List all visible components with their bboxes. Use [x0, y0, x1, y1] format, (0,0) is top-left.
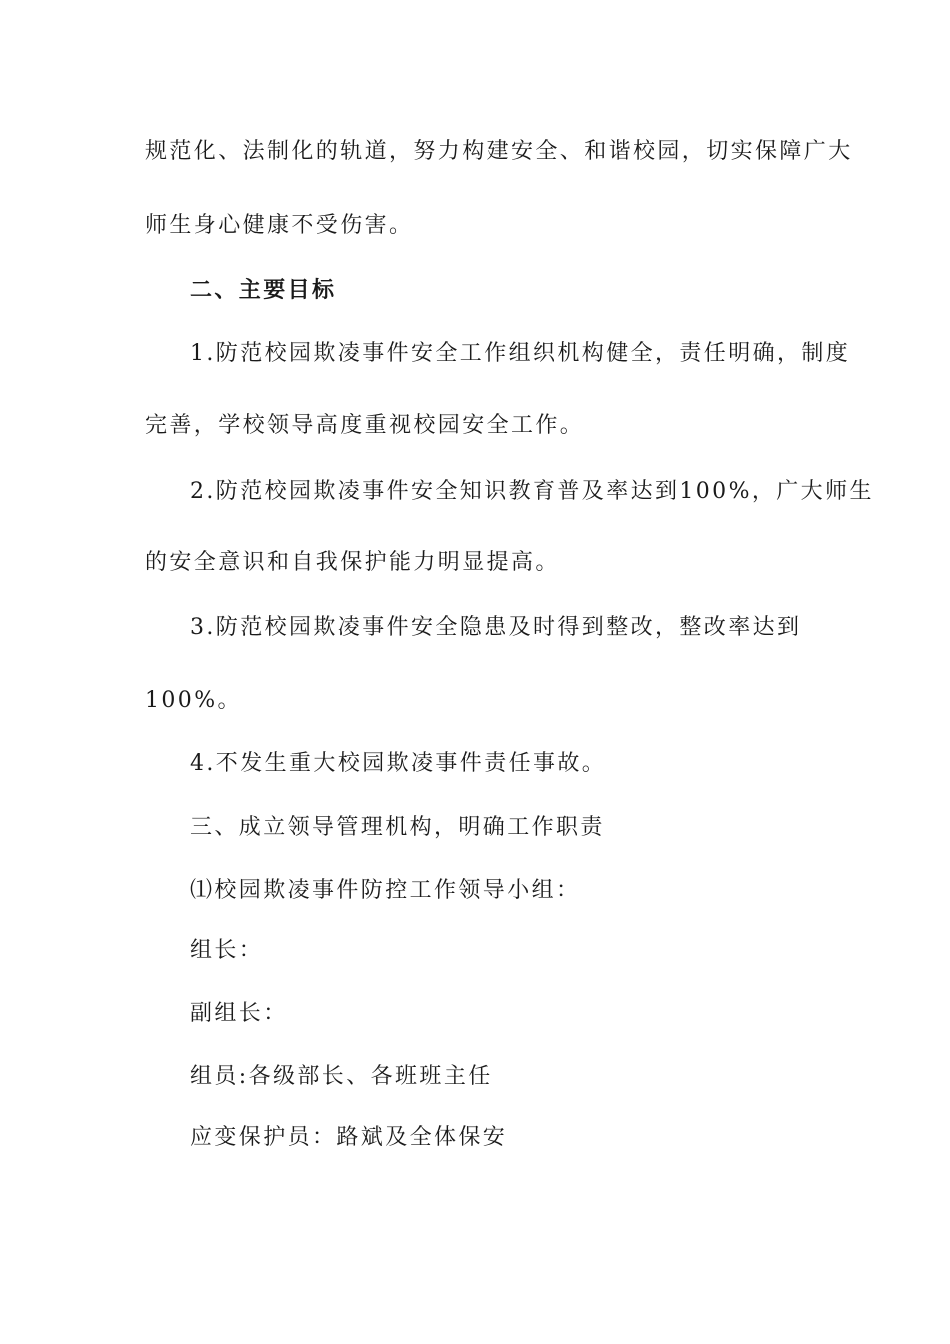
paragraph-line: 的安全意识和自我保护能力明显提高。 [145, 550, 560, 575]
paragraph-line: 3.防范校园欺凌事件安全隐患及时得到整改，整改率达到 [190, 615, 802, 640]
paragraph-line: 组长： [190, 938, 264, 963]
section-heading: 三、成立领导管理机构，明确工作职责 [190, 815, 605, 840]
paragraph-line: 规范化、法制化的轨道，努力构建安全、和谐校园，切实保障广大 [145, 139, 853, 164]
paragraph-line: 师生身心健康不受伤害。 [145, 213, 414, 238]
paragraph-line: ⑴校园欺凌事件防控工作领导小组： [190, 878, 581, 903]
paragraph-line: 副组长： [190, 1001, 288, 1026]
paragraph-line: 2.防范校园欺凌事件安全知识教育普及率达到100%，广大师生 [190, 479, 874, 504]
paragraph-line: 应变保护员：路斌及全体保安 [190, 1125, 508, 1150]
paragraph-line: 1.防范校园欺凌事件安全工作组织机构健全，责任明确，制度 [190, 341, 851, 366]
paragraph-line: 组员:各级部长、各班班主任 [190, 1064, 493, 1089]
paragraph-line: 完善，学校领导高度重视校园安全工作。 [145, 413, 585, 438]
section-heading: 二、主要目标 [190, 277, 337, 303]
paragraph-line: 4.不发生重大校园欺凌事件责任事故。 [190, 751, 607, 776]
paragraph-line: 100%。 [145, 688, 242, 713]
